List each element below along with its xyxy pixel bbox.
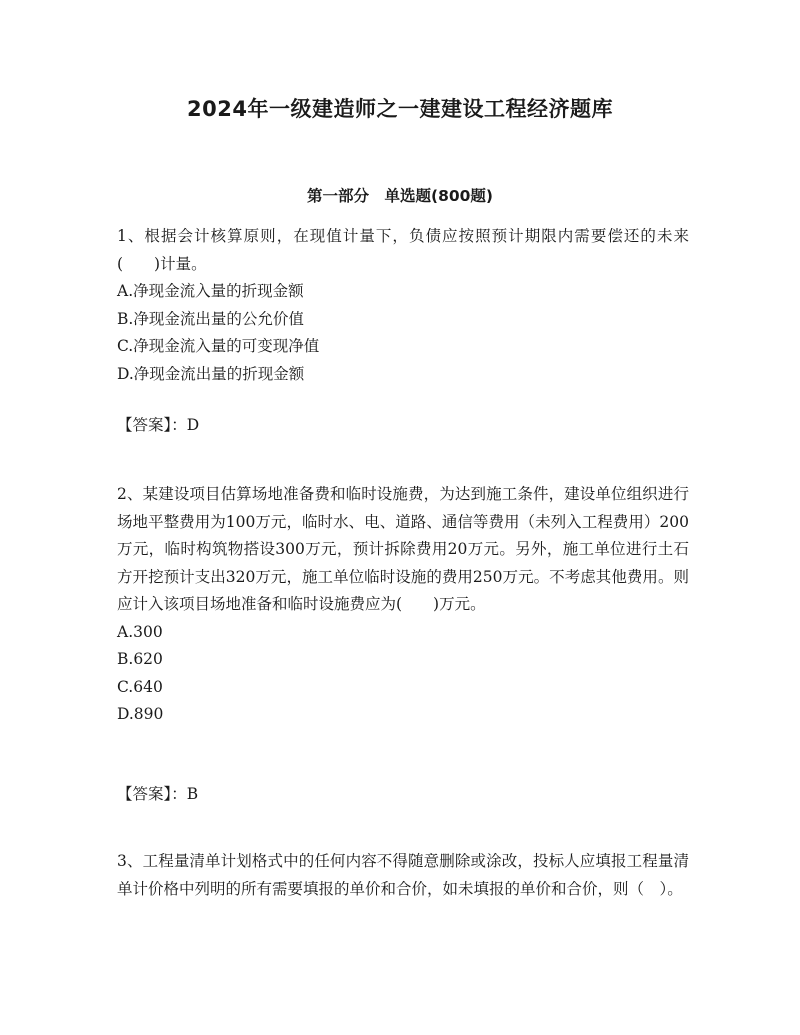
answer-2: 【答案】：B [117,785,199,803]
answer-1: 【答案】：D [117,416,200,434]
option-b: B.620 [117,650,163,668]
option-b: B.净现金流出量的公允价值 [117,309,304,328]
question-stem: 1、根据会计核算原则，在现值计量下，负债应按照预计期限内需要偿还的未来( )计量。 [117,227,689,273]
question-3 [117,848,689,903]
option-a: A.净现金流入量的折现金额 [117,282,304,300]
document-title: 2024年一级建造师之一建建设工程经济题库 [187,97,613,121]
question-stem: 2、某建设项目估算场地准备费和临时设施费，为达到施工条件，建设单位组织进行场地平整费用为100万元，临时水、电、道路、通信等费用（未列入工程费用）200万元，临时构筑物搭设300万元，预计拆除费用20万元。另外，施工单位进行土石方开挖预计支出320万元，施工单位临时设施的费用250万元。不考虑其他费用。则应计入该项目场地准备和临时设施费应为( )万元。 [117,485,689,613]
question-1 [117,223,689,388]
option-list [117,278,689,388]
option-c: C.净现金流入量的可变现净值 [117,337,320,355]
option-a: A.300 [117,622,163,641]
option-d: D.净现金流出量的折现金额 [117,364,305,383]
option-list [117,619,689,729]
question-stem: 3、工程量清单计划格式中的任何内容不得随意删除或涂改，投标人应填报工程量清单计价格中列明的所有需要填报的单价和合价，如未填报的单价和合价，则（ ）。 [117,852,689,898]
question-2 [117,481,689,729]
option-d: D.890 [117,705,164,723]
section-title: 第一部分 单选题(800题) [306,187,494,205]
option-c: C.640 [117,677,163,696]
